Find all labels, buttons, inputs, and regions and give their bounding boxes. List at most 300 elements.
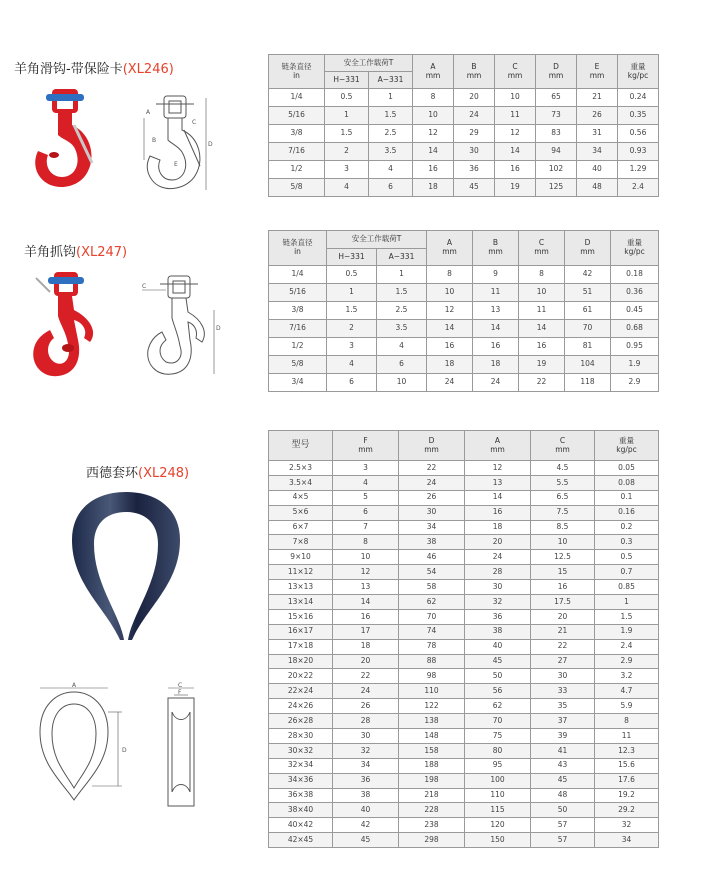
table-cell: 18 [465, 520, 531, 535]
table-cell: 5/8 [269, 179, 325, 197]
table-cell: 98 [399, 669, 465, 684]
table-cell: 39 [531, 729, 595, 744]
table-cell: 6 [369, 179, 413, 197]
header2-dim-d: D mm [565, 231, 611, 266]
diagram-label-b: B [152, 137, 157, 144]
table-row [269, 729, 659, 744]
table-cell: 26×28 [269, 714, 333, 729]
table-cell: 148 [399, 729, 465, 744]
table-row [269, 284, 659, 302]
table-cell: 22×24 [269, 684, 333, 699]
table-cell: 0.24 [618, 89, 659, 107]
table-cell: 14 [465, 490, 531, 505]
table-row [269, 609, 659, 624]
section2-code: (XL247) [76, 245, 128, 260]
table-cell: 28 [333, 714, 399, 729]
table-cell: 0.56 [618, 125, 659, 143]
table-row [269, 684, 659, 699]
table-cell: 1 [377, 266, 427, 284]
table-cell: 8.5 [531, 520, 595, 535]
table-cell: 36 [465, 609, 531, 624]
table-cell: 18 [427, 356, 473, 374]
table-cell: 10 [333, 550, 399, 565]
table-row [269, 535, 659, 550]
table-cell: 11 [495, 107, 536, 125]
table-row [269, 699, 659, 714]
table-cell: 24 [399, 475, 465, 490]
table-cell: 41 [531, 743, 595, 758]
table-cell: 6 [377, 356, 427, 374]
table-cell: 18 [333, 639, 399, 654]
table-cell: 1 [595, 595, 659, 610]
table-cell: 30×32 [269, 743, 333, 758]
table-cell: 218 [399, 788, 465, 803]
table-cell: 70 [399, 609, 465, 624]
table-cell: 24 [465, 550, 531, 565]
header3-a: A mm [465, 431, 531, 461]
table-cell: 9 [473, 266, 519, 284]
table-cell: 4 [369, 161, 413, 179]
section1-title-text: 羊角滑钩-带保险卡 [14, 62, 123, 77]
table-row [269, 788, 659, 803]
table-cell: 0.5 [325, 89, 369, 107]
table-cell: 17.5 [531, 595, 595, 610]
table-cell: 14 [333, 595, 399, 610]
header-dim-b: B mm [454, 55, 495, 89]
table-row [269, 833, 659, 848]
table-cell: 5.9 [595, 699, 659, 714]
table-cell: 16 [333, 609, 399, 624]
table-cell: 16 [427, 338, 473, 356]
header-dim-d: D mm [536, 55, 577, 89]
table-row [269, 475, 659, 490]
table-cell: 26 [577, 107, 618, 125]
table-cell: 88 [399, 654, 465, 669]
table-row [269, 374, 659, 392]
section1-code: (XL246) [122, 62, 174, 77]
table-cell: 1.9 [611, 356, 659, 374]
table-cell: 32×34 [269, 758, 333, 773]
table-cell: 1.29 [618, 161, 659, 179]
table-cell: 12 [427, 302, 473, 320]
table-cell: 22 [399, 461, 465, 476]
table-cell: 2.5 [377, 302, 427, 320]
table-cell: 7.5 [531, 505, 595, 520]
table-row [269, 818, 659, 833]
diagram-label-c: C [192, 119, 197, 126]
table-cell: 70 [465, 714, 531, 729]
header-dim-a: A mm [413, 55, 454, 89]
header2-h331: H−331 [327, 249, 377, 266]
table-cell: 26 [333, 699, 399, 714]
table-cell: 6×7 [269, 520, 333, 535]
table-cell: 48 [577, 179, 618, 197]
table-cell: 11 [473, 284, 519, 302]
table-row [269, 669, 659, 684]
table-cell: 11 [519, 302, 565, 320]
table-row [269, 356, 659, 374]
table-cell: 95 [465, 758, 531, 773]
table-cell: 42×45 [269, 833, 333, 848]
table-cell: 13 [465, 475, 531, 490]
table-cell: 2 [325, 143, 369, 161]
table-row [269, 550, 659, 565]
table-cell: 24 [333, 684, 399, 699]
header-a331: A−331 [369, 72, 413, 89]
table-cell: 0.85 [595, 580, 659, 595]
table-cell: 2.9 [595, 654, 659, 669]
table-cell: 34 [399, 520, 465, 535]
table-cell: 80 [465, 743, 531, 758]
clevis-grab-hook-diagram [136, 270, 226, 380]
table-cell: 188 [399, 758, 465, 773]
table-row [269, 565, 659, 580]
table-cell: 46 [399, 550, 465, 565]
table-cell: 40 [577, 161, 618, 179]
table-cell: 2.5×3 [269, 461, 333, 476]
header2-chain-diameter: 链条直径 in [269, 231, 327, 266]
table-cell: 2.4 [618, 179, 659, 197]
table-cell: 2.9 [611, 374, 659, 392]
table-cell: 14 [519, 320, 565, 338]
table-cell: 17.6 [595, 773, 659, 788]
table-cell: 15.6 [595, 758, 659, 773]
table-cell: 15 [531, 565, 595, 580]
table-cell: 14 [495, 143, 536, 161]
table-cell: 65 [536, 89, 577, 107]
table-cell: 125 [536, 179, 577, 197]
table-cell: 102 [536, 161, 577, 179]
table-cell: 13 [333, 580, 399, 595]
table-cell: 26 [399, 490, 465, 505]
table-cell: 30 [531, 669, 595, 684]
table-cell: 16 [495, 161, 536, 179]
table-cell: 2.4 [595, 639, 659, 654]
thimble-label-f: F [178, 689, 182, 696]
diagram-label-d: D [208, 141, 213, 148]
table-cell: 110 [465, 788, 531, 803]
table-cell: 42 [565, 266, 611, 284]
table-cell: 78 [399, 639, 465, 654]
table-cell: 100 [465, 773, 531, 788]
thimble-photo [66, 488, 186, 646]
table-cell: 150 [465, 833, 531, 848]
table-cell: 50 [531, 803, 595, 818]
table-cell: 198 [399, 773, 465, 788]
header-dim-e: E mm [577, 55, 618, 89]
table-cell: 27 [531, 654, 595, 669]
table-cell: 16 [531, 580, 595, 595]
table-cell: 57 [531, 818, 595, 833]
table-cell: 83 [536, 125, 577, 143]
table-cell: 29.2 [595, 803, 659, 818]
table-cell: 31 [577, 125, 618, 143]
table-cell: 24 [473, 374, 519, 392]
table-cell: 48 [531, 788, 595, 803]
clevis-slip-hook-diagram [140, 90, 220, 200]
table-cell: 34 [577, 143, 618, 161]
table-cell: 33 [531, 684, 595, 699]
table-cell: 3/4 [269, 374, 327, 392]
table-cell: 115 [465, 803, 531, 818]
table-cell: 158 [399, 743, 465, 758]
table-cell: 10 [427, 284, 473, 302]
table-row [269, 179, 659, 197]
table-cell: 37 [531, 714, 595, 729]
table-cell: 12.3 [595, 743, 659, 758]
table-row [269, 773, 659, 788]
table-cell: 4.7 [595, 684, 659, 699]
table-cell: 16 [519, 338, 565, 356]
table-cell: 29 [454, 125, 495, 143]
table-cell: 28×30 [269, 729, 333, 744]
table-cell: 56 [465, 684, 531, 699]
table-cell: 104 [565, 356, 611, 374]
header2-weight: 重量 kg/pc [611, 231, 659, 266]
table-cell: 19 [495, 179, 536, 197]
table-cell: 8 [413, 89, 454, 107]
table-cell: 7/16 [269, 143, 325, 161]
table-cell: 5/16 [269, 284, 327, 302]
table-cell: 120 [465, 818, 531, 833]
table-cell: 58 [399, 580, 465, 595]
table-cell: 34×36 [269, 773, 333, 788]
header2-dim-a: A mm [427, 231, 473, 266]
table-cell: 94 [536, 143, 577, 161]
table-cell: 1 [369, 89, 413, 107]
header3-weight: 重量 kg/pc [595, 431, 659, 461]
thimble-label-c: C [178, 682, 183, 689]
table-cell: 110 [399, 684, 465, 699]
table-cell: 32 [333, 743, 399, 758]
table-cell: 2.5 [369, 125, 413, 143]
table-cell: 0.7 [595, 565, 659, 580]
header-swl: 安全工作载荷T [325, 55, 413, 72]
table-cell: 10 [413, 107, 454, 125]
table-cell: 81 [565, 338, 611, 356]
table-row [269, 803, 659, 818]
table-row [269, 580, 659, 595]
table-cell: 45 [531, 773, 595, 788]
section2-spec-table [268, 230, 659, 392]
table-cell: 36 [333, 773, 399, 788]
table-cell: 0.45 [611, 302, 659, 320]
table-cell: 30 [454, 143, 495, 161]
table-row [269, 143, 659, 161]
table-row [269, 266, 659, 284]
table-cell: 5 [333, 490, 399, 505]
table-cell: 5/16 [269, 107, 325, 125]
table-cell: 10 [377, 374, 427, 392]
table-cell: 3.5 [369, 143, 413, 161]
table-cell: 35 [531, 699, 595, 714]
table-cell: 6.5 [531, 490, 595, 505]
table-cell: 73 [536, 107, 577, 125]
table-cell: 1/4 [269, 266, 327, 284]
table-cell: 3 [333, 461, 399, 476]
header2-dim-b: B mm [473, 231, 519, 266]
header2-swl: 安全工作载荷T [327, 231, 427, 249]
table-cell: 40 [333, 803, 399, 818]
table-row [269, 161, 659, 179]
table-cell: 75 [465, 729, 531, 744]
table-cell: 19 [519, 356, 565, 374]
table-cell: 18×20 [269, 654, 333, 669]
table-cell: 3 [327, 338, 377, 356]
table-cell: 0.5 [595, 550, 659, 565]
thimble-side-diagram [158, 682, 204, 810]
table-cell: 51 [565, 284, 611, 302]
table-cell: 1/2 [269, 338, 327, 356]
table-cell: 34 [333, 758, 399, 773]
table-row [269, 505, 659, 520]
header-weight: 重量 kg/pc [618, 55, 659, 89]
table-cell: 12 [333, 565, 399, 580]
table-cell: 5.5 [531, 475, 595, 490]
table-cell: 16 [473, 338, 519, 356]
thimble-label-d: D [122, 747, 127, 754]
table-cell: 12 [413, 125, 454, 143]
table-cell: 45 [333, 833, 399, 848]
table-cell: 16 [413, 161, 454, 179]
diagram-label-a: A [146, 109, 151, 116]
table-cell: 38 [333, 788, 399, 803]
table-cell: 30 [399, 505, 465, 520]
table-row [269, 125, 659, 143]
table-cell: 1.5 [377, 284, 427, 302]
diagram2-label-d: D [216, 325, 221, 332]
table-cell: 30 [465, 580, 531, 595]
table-cell: 40×42 [269, 818, 333, 833]
section3-spec-table [268, 430, 659, 848]
table-cell: 45 [454, 179, 495, 197]
table-row [269, 624, 659, 639]
table-cell: 11×12 [269, 565, 333, 580]
header3-c: C mm [531, 431, 595, 461]
table-cell: 8 [595, 714, 659, 729]
table-row [269, 758, 659, 773]
clevis-grab-hook-photo [28, 268, 108, 384]
table-cell: 7×8 [269, 535, 333, 550]
header3-f: F mm [333, 431, 399, 461]
table-cell: 1.5 [369, 107, 413, 125]
header-h331: H−331 [325, 72, 369, 89]
table-cell: 32 [465, 595, 531, 610]
table-cell: 62 [465, 699, 531, 714]
table-cell: 8 [519, 266, 565, 284]
header-chain-diameter: 链条直径 in [269, 55, 325, 89]
section3-title-text: 西德套环 [86, 466, 139, 481]
table-cell: 36 [454, 161, 495, 179]
table-cell: 74 [399, 624, 465, 639]
table-cell: 10 [531, 535, 595, 550]
table-cell: 21 [531, 624, 595, 639]
table-cell: 22 [531, 639, 595, 654]
table-row [269, 107, 659, 125]
table-cell: 36×38 [269, 788, 333, 803]
table-cell: 20 [465, 535, 531, 550]
table-cell: 0.93 [618, 143, 659, 161]
table-cell: 4 [325, 179, 369, 197]
table-row [269, 89, 659, 107]
table-cell: 3 [325, 161, 369, 179]
table-cell: 4 [327, 356, 377, 374]
table-cell: 22 [333, 669, 399, 684]
table-cell: 28 [465, 565, 531, 580]
table-cell: 4×5 [269, 490, 333, 505]
section1-spec-table [268, 54, 659, 197]
table-cell: 3.2 [595, 669, 659, 684]
table-cell: 62 [399, 595, 465, 610]
diagram-label-e: E [174, 161, 178, 168]
table-cell: 7 [333, 520, 399, 535]
table-cell: 70 [565, 320, 611, 338]
table-row [269, 338, 659, 356]
table-cell: 16×17 [269, 624, 333, 639]
table-cell: 228 [399, 803, 465, 818]
table-cell: 17×18 [269, 639, 333, 654]
table-cell: 21 [577, 89, 618, 107]
table-cell: 3/8 [269, 302, 327, 320]
table-cell: 5×6 [269, 505, 333, 520]
header2-dim-c: C mm [519, 231, 565, 266]
table-cell: 138 [399, 714, 465, 729]
table-cell: 4 [333, 475, 399, 490]
header-dim-c: C mm [495, 55, 536, 89]
table-cell: 32 [595, 818, 659, 833]
table-cell: 40 [465, 639, 531, 654]
table-row [269, 639, 659, 654]
table-cell: 7/16 [269, 320, 327, 338]
table-cell: 5/8 [269, 356, 327, 374]
table-cell: 6 [327, 374, 377, 392]
table-row [269, 520, 659, 535]
thimble-front-diagram [32, 682, 142, 810]
table-cell: 24 [427, 374, 473, 392]
header3-d: D mm [399, 431, 465, 461]
table-cell: 0.3 [595, 535, 659, 550]
table-cell: 11 [595, 729, 659, 744]
section3-title [86, 462, 189, 481]
table-cell: 1/4 [269, 89, 325, 107]
table-cell: 15×16 [269, 609, 333, 624]
table-cell: 38 [399, 535, 465, 550]
table-row [269, 461, 659, 476]
table-cell: 0.68 [611, 320, 659, 338]
table-cell: 0.35 [618, 107, 659, 125]
clevis-slip-hook-photo [30, 85, 110, 205]
table-cell: 3.5 [377, 320, 427, 338]
table-row [269, 654, 659, 669]
table-row [269, 320, 659, 338]
table-cell: 19.2 [595, 788, 659, 803]
table-cell: 14 [473, 320, 519, 338]
table-row [269, 490, 659, 505]
table-cell: 42 [333, 818, 399, 833]
table-row [269, 302, 659, 320]
table-cell: 13×14 [269, 595, 333, 610]
table-cell: 9×10 [269, 550, 333, 565]
table-cell: 122 [399, 699, 465, 714]
table-cell: 13×13 [269, 580, 333, 595]
table-cell: 12 [495, 125, 536, 143]
table-row [269, 714, 659, 729]
table-cell: 118 [565, 374, 611, 392]
table-cell: 34 [595, 833, 659, 848]
table-cell: 13 [473, 302, 519, 320]
table-cell: 50 [465, 669, 531, 684]
section1-title [14, 58, 174, 77]
